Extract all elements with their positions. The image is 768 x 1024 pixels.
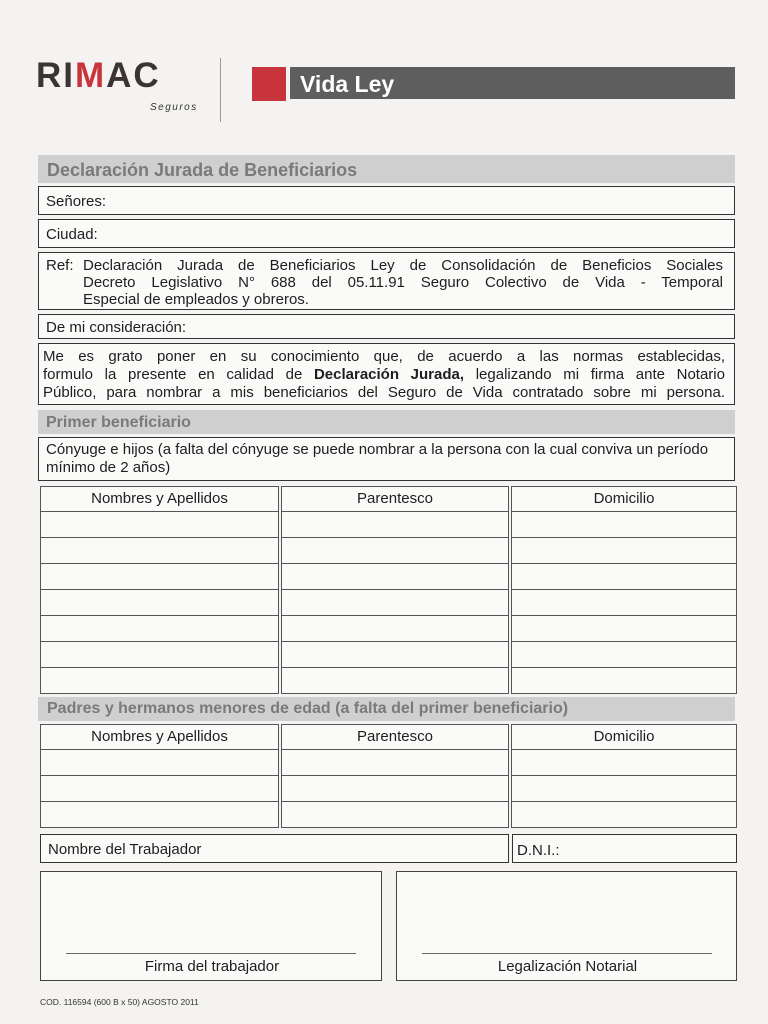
table-cell[interactable] [282, 802, 509, 828]
table-cell[interactable] [512, 668, 737, 694]
table-row [41, 642, 737, 668]
ref-label: Ref: [46, 257, 74, 274]
ciudad-label: Ciudad: [46, 226, 98, 243]
table-cell[interactable] [282, 590, 509, 616]
table-cell[interactable] [282, 564, 509, 590]
ref-line-2: Decreto Legislativo N° 688 del 05.11.91 Seguro Colectivo de Vida - Temporal [83, 274, 723, 291]
table-cell[interactable] [512, 776, 737, 802]
table-cell[interactable] [41, 802, 279, 828]
legalizacion-box[interactable] [396, 871, 737, 981]
col-parentesco-header: Parentesco [282, 725, 509, 750]
table-cell[interactable] [282, 776, 509, 802]
table-row [41, 776, 737, 802]
ref-box [38, 252, 735, 310]
table-cell[interactable] [41, 750, 279, 776]
dni-label: D.N.I.: [517, 842, 560, 859]
footer-code: COD. 116594 (600 B x 50) AGOSTO 2011 [40, 997, 199, 1007]
padres-section-title: Padres y hermanos menores de edad (a falta del primer beneficiario) [47, 700, 569, 717]
table-cell[interactable] [512, 750, 737, 776]
table-cell[interactable] [512, 538, 737, 564]
table-cell[interactable] [282, 642, 509, 668]
firma-line [66, 953, 356, 954]
body-line-2: formulo la presente en calidad de Declaración Jurada, legalizando mi firma ante Notario [43, 366, 725, 383]
header-divider [220, 58, 221, 122]
table-row [41, 750, 737, 776]
legalizacion-line [422, 953, 712, 954]
senores-field[interactable] [38, 186, 735, 215]
table-cell[interactable] [282, 668, 509, 694]
table-cell[interactable] [512, 512, 737, 538]
table-row [41, 564, 737, 590]
table-cell[interactable] [512, 802, 737, 828]
body-line-1: Me es grato poner en su conocimiento que, de acuerdo a las normas establecidas, [43, 348, 725, 365]
table-cell[interactable] [282, 538, 509, 564]
primer-description [38, 437, 735, 481]
senores-label: Señores: [46, 193, 107, 210]
col-nombres-header: Nombres y Apellidos [41, 725, 279, 750]
ciudad-field[interactable] [38, 219, 735, 248]
table-row [41, 590, 737, 616]
table-cell[interactable] [41, 564, 279, 590]
body-line-3: Público, para nombrar a mis beneficiarios del Seguro de Vida contratado sobre mi persona. [43, 384, 725, 401]
table-cell[interactable] [41, 668, 279, 694]
rimac-logo: RIMAC [36, 56, 161, 95]
table-cell[interactable] [512, 590, 737, 616]
col-domicilio-header: Domicilio [512, 725, 737, 750]
table-row [41, 512, 737, 538]
table-cell[interactable] [282, 616, 509, 642]
col-domicilio-header: Domicilio [512, 487, 737, 512]
table-cell[interactable] [41, 512, 279, 538]
table-cell[interactable] [41, 642, 279, 668]
table-row [41, 538, 737, 564]
legalizacion-label: Legalización Notarial [497, 958, 638, 975]
primer-table [40, 486, 737, 694]
nombre-trabajador-field[interactable] [40, 834, 509, 863]
table-cell[interactable] [282, 750, 509, 776]
padres-table [40, 724, 737, 828]
section-title: Declaración Jurada de Beneficiarios [47, 160, 358, 180]
primer-section-title: Primer beneficiario [46, 414, 191, 431]
nombre-trabajador-label: Nombre del Trabajador [48, 841, 202, 858]
consideracion-box [38, 314, 735, 339]
table-row [41, 616, 737, 642]
table-row [41, 802, 737, 828]
logo-subtitle: Seguros [150, 102, 198, 113]
consideracion-text: De mi consideración: [46, 319, 187, 336]
firma-trabajador-box[interactable] [40, 871, 382, 981]
ref-line-1: Declaración Jurada de Beneficiarios Ley de Consolidación de Beneficios Sociales [83, 257, 723, 274]
table-cell[interactable] [282, 512, 509, 538]
col-parentesco-header: Parentesco [282, 487, 509, 512]
dni-field[interactable] [512, 834, 737, 863]
firma-label: Firma del trabajador [144, 958, 280, 975]
ref-line-3: Especial de empleados y obreros. [83, 291, 309, 308]
red-square-icon [252, 67, 286, 101]
body-paragraph [38, 343, 735, 405]
table-cell[interactable] [41, 616, 279, 642]
table-cell[interactable] [512, 642, 737, 668]
primer-desc-text: Cónyuge e hijos (a falta del cónyuge se puede nombrar a la persona con la cual conviva un período mínimo de 2 años) [46, 441, 709, 476]
col-nombres-header: Nombres y Apellidos [41, 487, 279, 512]
table-row [41, 668, 737, 694]
table-cell[interactable] [41, 776, 279, 802]
table-cell[interactable] [512, 616, 737, 642]
table-cell[interactable] [41, 590, 279, 616]
page-title: Vida Ley [300, 71, 395, 97]
table-cell[interactable] [512, 564, 737, 590]
table-cell[interactable] [41, 538, 279, 564]
